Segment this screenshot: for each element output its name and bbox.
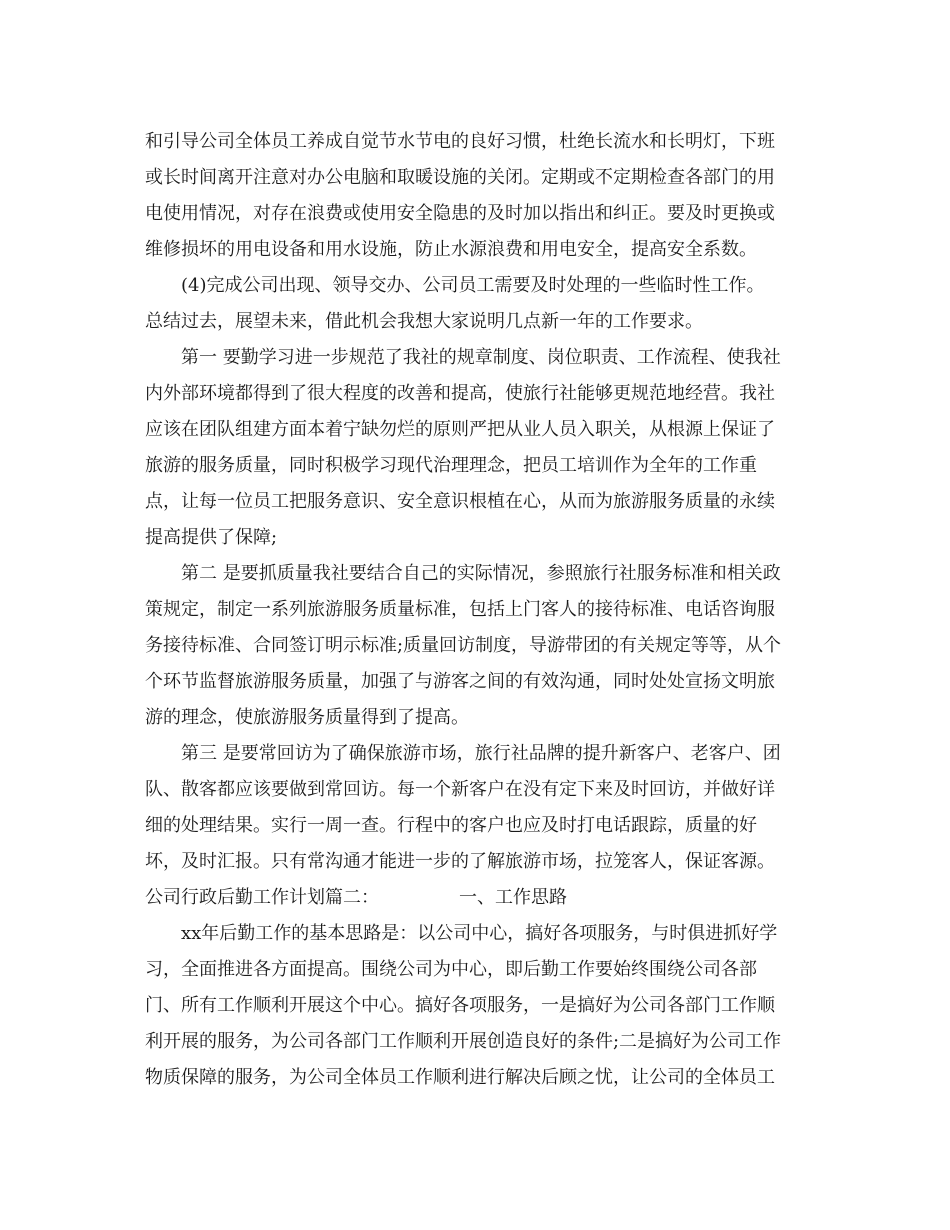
text-line: 总结过去，展望未来，借此机会我想大家说明几点新一年的工作要求。 <box>145 311 703 332</box>
text-line: 内外部环境都得到了很大程度的改善和提高，使旅行社能够更规范地经营。我社 <box>145 383 775 404</box>
paragraph-group-after <box>145 916 810 1096</box>
text-line: 第三 是要常回访为了确保旅游市场，旅行社品牌的提升新客户、老客户、团 <box>181 743 781 764</box>
section-heading-line <box>145 880 810 916</box>
text-line: 电使用情况，对存在浪费或使用安全隐患的及时加以指出和纠正。要及时更换或 <box>145 203 775 224</box>
text-line: 旅游的服务质量，同时积极学习现代治理理念，把员工培训作为全年的工作重 <box>145 455 757 476</box>
text-line: 和引导公司全体员工养成自觉节水节电的良好习惯，杜绝长流水和长明灯，下班 <box>145 131 775 152</box>
section-heading-title: 公司行政后勤工作计划篇二： <box>145 887 379 908</box>
text-line: 利开展的服务，为公司各部门工作顺利开展创造良好的条件;二是搞好为公司工作 <box>145 1031 782 1052</box>
text-line: 坏，及时汇报。只有常沟通才能进一步的了解旅游市场，拉笼客人，保证客源。 <box>145 851 775 872</box>
text-line: 游的理念，使旅游服务质量得到了提高。 <box>145 707 469 728</box>
text-line: 或长时间离开注意对办公电脑和取暖设施的关闭。定期或不定期检查各部门的用 <box>145 167 775 188</box>
text-line: 策规定，制定一系列旅游服务质量标准，包括上门客人的接待标准、电话咨询服 <box>145 599 775 620</box>
text-line: 个环节监督旅游服务质量，加强了与游客之间的有效沟通，同时处处宣扬文明旅 <box>145 671 775 692</box>
text-line: 点，让每一位员工把服务意识、安全意识根植在心，从而为旅游服务质量的永续 <box>145 491 775 512</box>
text-line: 门、所有工作顺利开展这个中心。搞好各项服务，一是搞好为公司各部门工作顺 <box>145 995 775 1016</box>
text-line: 应该在团队组建方面本着宁缺勿烂的原则严把从业人员入职关，从根源上保证了 <box>145 419 775 440</box>
text-line: xx年后勤工作的基本思路是：以公司中心，搞好各项服务，与时俱进抓好学 <box>181 923 778 944</box>
text-line: 物质保障的服务，为公司全体员工作顺利进行解决后顾之忧，让公司的全体员工 <box>145 1067 775 1088</box>
document-body <box>145 124 810 1096</box>
text-line: 提高提供了保障; <box>145 527 278 548</box>
text-line: 第二 是要抓质量我社要结合自己的实际情况，参照旅行社服务标准和相关政 <box>181 563 781 584</box>
text-line: 队、散客都应该要做到常回访。每一个新客户在没有定下来及时回访，并做好详 <box>145 779 775 800</box>
text-line: 务接待标准、合同签订明示标准;质量回访制度，导游带团的有关规定等等，从个 <box>145 635 782 656</box>
section-heading-subtitle: 一、工作思路 <box>459 887 567 908</box>
paragraph-group-before <box>145 124 810 880</box>
text-line: 第一 要勤学习进一步规范了我社的规章制度、岗位职责、工作流程、使我社 <box>181 347 781 368</box>
text-line: 维修损坏的用电设备和用水设施，防止水源浪费和用电安全，提高安全系数。 <box>145 239 757 260</box>
text-line: (4)完成公司出现、领导交办、公司员工需要及时处理的一些临时性工作。 <box>181 275 765 296</box>
text-line: 细的处理结果。实行一周一查。行程中的客户也应及时打电话跟踪，质量的好 <box>145 815 757 836</box>
text-line: 习，全面推进各方面提高。围绕公司为中心，即后勤工作要始终围绕公司各部 <box>145 959 757 980</box>
